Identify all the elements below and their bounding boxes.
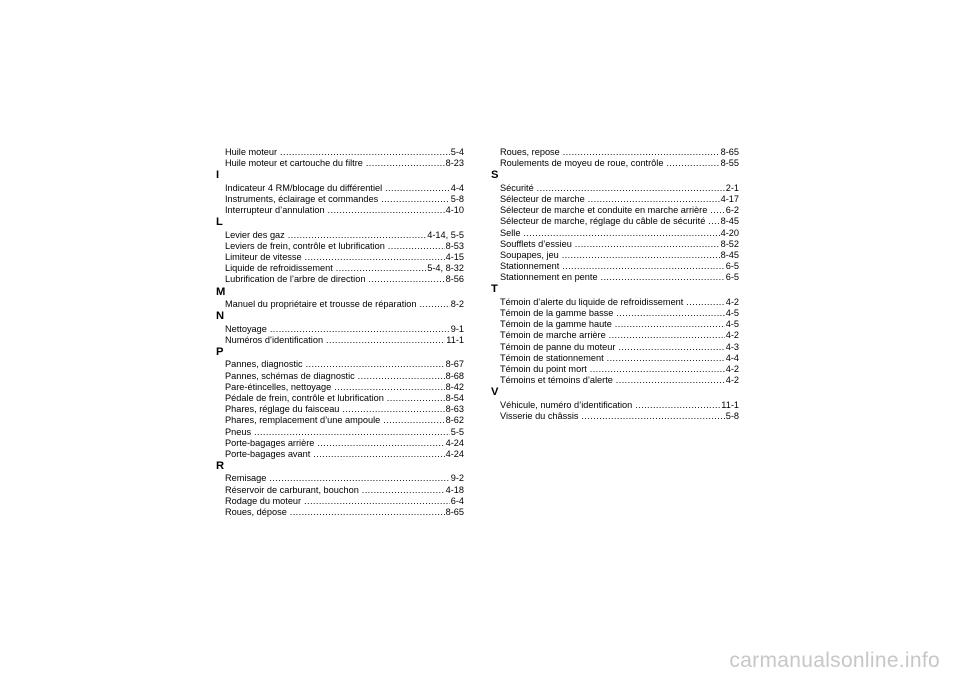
index-entry — [225, 183, 464, 194]
index-entry-label: Témoin de stationnement ..... — [500, 353, 725, 364]
index-entry — [225, 241, 464, 252]
index-letter-heading: N — [216, 310, 225, 323]
index-entry — [225, 438, 464, 449]
index-entry — [225, 147, 464, 158]
index-entry — [225, 473, 464, 484]
index-entry-page: 8-53 — [445, 240, 464, 251]
index-entry-page: 8-63 — [445, 404, 464, 415]
index-entry — [225, 324, 464, 335]
index-entry-label: Véhicule, numéro d’identification ..... — [500, 400, 720, 411]
index-entry-label: Roues, repose ..... — [500, 147, 720, 158]
index-entry — [225, 230, 464, 241]
index-entry-page: 8-68 — [445, 370, 464, 381]
index-entry — [225, 449, 464, 460]
index-entry-page: 6-2 — [725, 205, 739, 216]
index-entry-label: Lubrification de l’arbre de direction ..... — [225, 274, 445, 285]
index-entry — [500, 272, 739, 283]
index-entry-page: 8-65 — [720, 147, 739, 157]
index-entry-page: 4-3 — [725, 341, 739, 352]
index-entry — [225, 393, 464, 404]
index-entry-page: 5-5 — [450, 426, 464, 437]
index-entry-label: Soufflets d’essieu ..... — [500, 239, 720, 250]
index-entry-label: Sélecteur de marche, réglage du câble de sécurité ..... — [500, 216, 720, 227]
index-entry-label: Limiteur de vitesse ..... — [225, 252, 445, 263]
index-entry — [225, 205, 464, 216]
index-entry-page: 8-52 — [720, 238, 739, 249]
index-letter-heading: V — [491, 386, 499, 399]
index-entry — [225, 404, 464, 415]
index-entry-label: Stationnement en pente ..... — [500, 272, 725, 283]
index-entry — [225, 335, 464, 346]
index-letter-heading: I — [216, 169, 220, 182]
index-entry — [500, 183, 739, 194]
index-entry-label: Sécurité ..... — [500, 183, 725, 194]
index-entry — [500, 205, 739, 216]
index-entry-page: 6-5 — [725, 272, 739, 283]
index-entry — [500, 297, 739, 308]
index-entry-page: 4-4 — [450, 182, 464, 193]
index-entry-page: 9-2 — [450, 473, 464, 484]
index-entry-label: Témoins et témoins d’alerte ..... — [500, 375, 725, 386]
index-entry-page: 8-67 — [445, 359, 464, 370]
index-column-left — [216, 147, 464, 518]
index-entry-label: Pannes, diagnostic ..... — [225, 359, 445, 370]
index-entry-page: 6-5 — [725, 261, 739, 272]
index-entry-label: Instruments, éclairage et commandes ..... — [225, 194, 450, 205]
index-entry-label: Témoin d’alerte du liquide de refroidissement ..... — [500, 297, 725, 308]
index-letter-heading: L — [216, 216, 223, 229]
index-entry — [225, 382, 464, 393]
index-entry — [500, 147, 739, 158]
index-entry — [500, 319, 739, 330]
index-entry-page: 5-8 — [450, 193, 464, 204]
index-entry — [225, 274, 464, 285]
index-entry-page: 8-42 — [445, 381, 464, 392]
index-entry — [500, 194, 739, 205]
index-entry — [500, 364, 739, 375]
index-entry-page: 8-23 — [445, 158, 464, 169]
index-entry-page: 4-5 — [725, 308, 739, 319]
index-entry — [500, 353, 739, 364]
index-entry-label: Porte-bagages avant ..... — [225, 449, 445, 460]
index-entry-label: Leviers de frein, contrôle et lubrification ..... — [225, 241, 445, 252]
index-entry-label: Phares, réglage du faisceau ..... — [225, 404, 445, 415]
index-entry-label: Manuel du propriétaire et trousse de réparation ..... — [225, 299, 450, 310]
index-entry-label: Roulements de moyeu de roue, contrôle ..... — [500, 158, 720, 169]
index-entry-label: Huile moteur et cartouche du filtre ..... — [225, 158, 445, 169]
index-entry — [500, 330, 739, 341]
index-entry-label: Levier des gaz ..... — [225, 230, 426, 241]
index-letter-heading: M — [216, 285, 226, 298]
index-entry — [500, 375, 739, 386]
index-entry — [225, 194, 464, 205]
index-entry-label: Pannes, schémas de diagnostic ..... — [225, 371, 445, 382]
index-entry-page: 5-4, 8-32 — [427, 263, 464, 274]
watermark-text: carmanualsonline.info — [729, 649, 940, 672]
index-entry-page: 6-4 — [450, 495, 464, 506]
index-entry-label: Porte-bagages arrière ..... — [225, 438, 445, 449]
index-entry-page: 4-4 — [725, 352, 739, 363]
index-letter-heading: T — [491, 283, 498, 296]
index-entry — [500, 239, 739, 250]
index-entry-page: 8-54 — [445, 392, 464, 403]
index-entry-label: Témoin de panne du moteur ..... — [500, 342, 725, 353]
index-entry-page: 8-2 — [450, 299, 464, 310]
index-entry-label: Indicateur 4 RM/blocage du différentiel ..... — [225, 183, 450, 194]
index-entry-page: 4-5 — [725, 319, 739, 330]
index-entry-label: Témoin de marche arrière ..... — [500, 330, 725, 341]
index-entry-page: 8-56 — [445, 274, 464, 285]
index-entry-page: 11-1 — [446, 334, 464, 345]
index-entry-label: Roues, dépose ..... — [225, 507, 445, 518]
index-entry-page: 8-62 — [445, 415, 464, 426]
index-entry-page: 4-20 — [720, 227, 739, 238]
index-entry-page: 8-55 — [720, 158, 739, 169]
index-entry-page: 4-24 — [445, 437, 464, 448]
index-entry-label: Rodage du moteur ..... — [225, 496, 450, 507]
index-entry-label: Nettoyage ..... — [225, 324, 450, 335]
index-entry-label: Phares, remplacement d’une ampoule ..... — [225, 415, 445, 426]
index-entry-label: Témoin de la gamme basse ..... — [500, 308, 725, 319]
index-entry — [225, 415, 464, 426]
index-entry-page: 4-2 — [725, 296, 739, 307]
index-entry-page: 4-18 — [445, 484, 464, 495]
index-entry — [500, 216, 739, 227]
index-entry-page: 8-45 — [720, 249, 739, 260]
index-entry-label: Selle ..... — [500, 228, 720, 239]
index-entry — [500, 250, 739, 261]
index-entry-label: Réservoir de carburant, bouchon ..... — [225, 485, 445, 496]
index-entry — [225, 252, 464, 263]
index-entry-label: Témoin de la gamme haute ..... — [500, 319, 725, 330]
index-entry-label: Pédale de frein, contrôle et lubrification ..... — [225, 393, 445, 404]
index-entry-label: Liquide de refroidissement ..... — [225, 263, 426, 274]
index-entry-page: 8-45 — [720, 216, 739, 227]
index-entry-page: 4-17 — [720, 193, 739, 204]
index-entry-page: 5-4 — [450, 147, 464, 157]
index-entry-page: 4-2 — [725, 363, 739, 374]
index-entry — [500, 228, 739, 239]
index-entry-label: Soupapes, jeu ..... — [500, 250, 720, 261]
index-column-right — [491, 147, 739, 422]
index-entry — [500, 411, 739, 422]
index-entry-page: 9-1 — [450, 323, 464, 334]
index-entry-label: Visserie du châssis ..... — [500, 411, 725, 422]
index-entry-label: Sélecteur de marche ..... — [500, 194, 720, 205]
index-entry-label: Pneus ..... — [225, 427, 450, 438]
index-entry-label: Témoin du point mort ..... — [500, 364, 725, 375]
index-entry-page: 4-2 — [725, 330, 739, 341]
index-entry — [225, 371, 464, 382]
index-entry-page: 4-10 — [445, 205, 464, 216]
index-entry — [500, 342, 739, 353]
index-entry — [500, 158, 739, 169]
index-entry — [225, 427, 464, 438]
index-entry — [500, 261, 739, 272]
index-entry-page: 4-2 — [725, 375, 739, 386]
index-entry-page: 4-14, 5-5 — [427, 229, 464, 240]
index-entry-page: 11-1 — [721, 399, 739, 410]
index-entry — [500, 400, 739, 411]
index-entry-page: 4-24 — [445, 448, 464, 459]
index-letter-heading: R — [216, 460, 225, 473]
index-entry-page: 8-65 — [445, 507, 464, 518]
index-entry — [225, 485, 464, 496]
index-entry — [225, 507, 464, 518]
index-entry-page: 2-1 — [725, 182, 739, 193]
index-entry-page: 4-15 — [445, 252, 464, 263]
index-entry-label: Stationnement ..... — [500, 261, 725, 272]
index-entry-label: Huile moteur ..... — [225, 147, 450, 158]
index-entry — [225, 496, 464, 507]
index-entry — [225, 263, 464, 274]
index-entry-page: 5-8 — [725, 410, 739, 421]
index-entry — [500, 308, 739, 319]
index-entry-label: Sélecteur de marche et conduite en marche arrière ..... — [500, 205, 725, 216]
index-entry — [225, 299, 464, 310]
index-letter-heading: P — [216, 346, 224, 358]
index-letter-heading: S — [491, 169, 499, 182]
index-entry-label: Numéros d’identification ..... — [225, 335, 445, 346]
index-entry-label: Interrupteur d’annulation ..... — [225, 205, 445, 216]
index-entry-label: Pare-étincelles, nettoyage ..... — [225, 382, 445, 393]
index-entry — [225, 359, 464, 370]
index-entry-label: Remisage ..... — [225, 473, 450, 484]
index-entry — [225, 158, 464, 169]
